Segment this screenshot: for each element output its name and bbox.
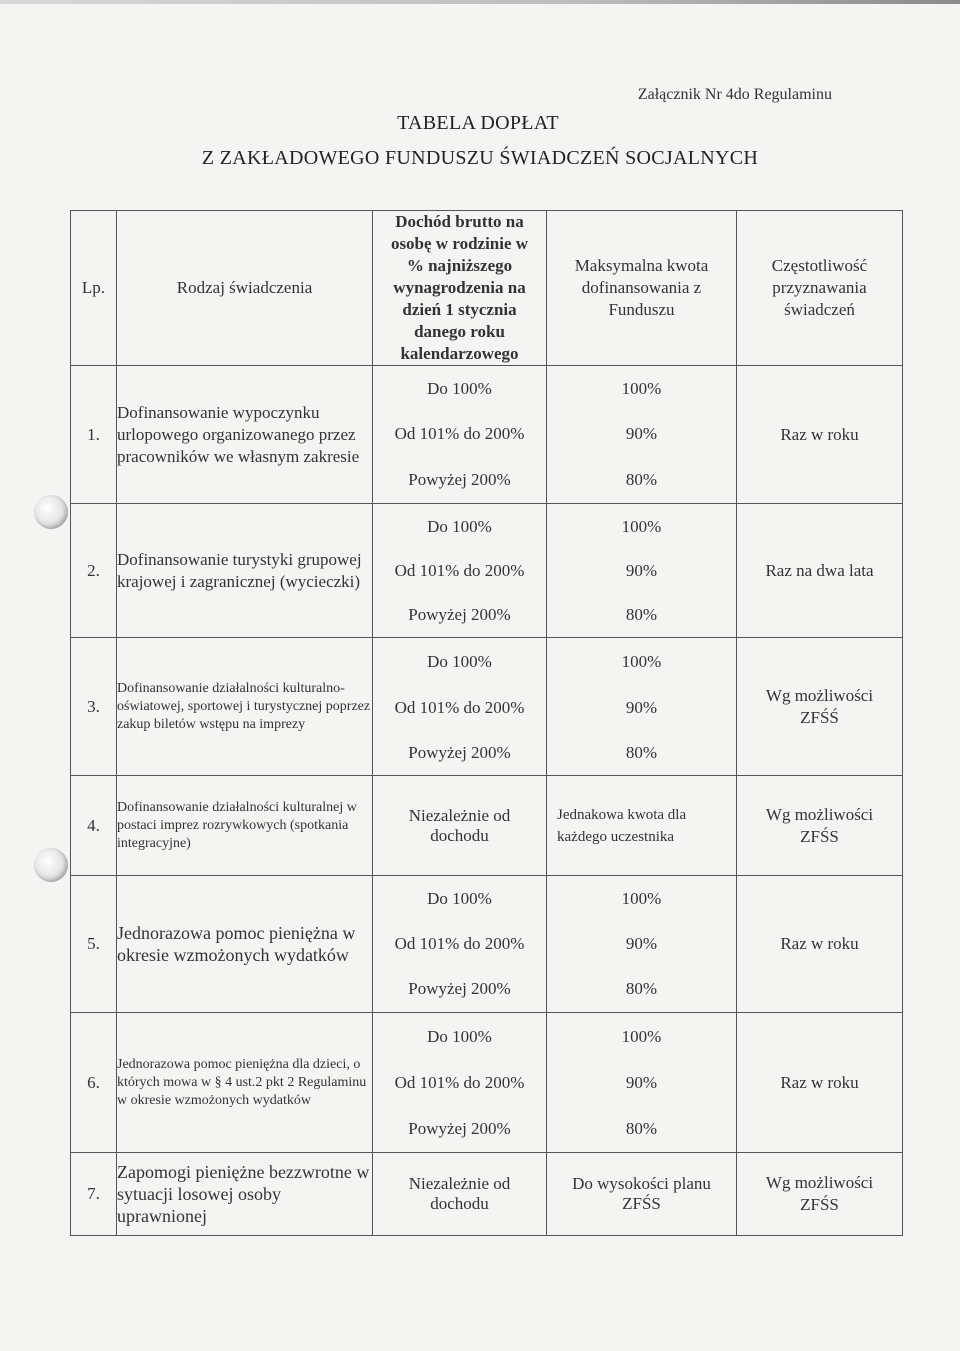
fund-tier: 100% (621, 889, 662, 908)
punch-hole (34, 848, 68, 882)
frequency: Raz w roku (737, 366, 903, 504)
header-kind: Rodzaj świadczenia (117, 211, 373, 366)
table-row (71, 1153, 903, 1236)
fund-value: Do wysokości planu ZFŚS (547, 1153, 737, 1236)
row-number: 4. (71, 776, 117, 876)
row-number: 2. (71, 504, 117, 638)
fund-value: Jednakowa kwota dla każdego uczestnika (547, 776, 737, 876)
benefit-kind: Dofinansowanie działalności kulturalno-oświatowej, sportowej i turystycznej poprzez zakup biletów wstępu na imprezy (117, 638, 373, 776)
table-row (71, 1013, 903, 1153)
frequency: Wg możliwości ZFŚS (737, 776, 903, 876)
table-row (71, 366, 903, 504)
income-tiers (373, 876, 547, 1013)
income-tier: Od 101% do 200% (394, 697, 525, 717)
fund-tier: 90% (625, 560, 658, 580)
income-tier: Powyżej 200% (408, 604, 511, 624)
income-tier: Powyżej 200% (408, 742, 511, 762)
income-tier: Od 101% do 200% (394, 934, 525, 953)
fund-tier: 80% (625, 604, 658, 624)
table-row (71, 776, 903, 876)
income-value: Niezależnie od dochodu (373, 1153, 547, 1236)
benefit-kind: Zapomogi pieniężne bezzwrotne w sytuacji losowej osoby uprawnionej (117, 1153, 373, 1236)
page-subtitle: Z ZAKŁADOWEGO FUNDUSZU ŚWIADCZEŃ SOCJALNYCH (201, 147, 759, 169)
row-number: 3. (71, 638, 117, 776)
income-tier: Od 101% do 200% (394, 1072, 525, 1092)
fund-tier: 90% (625, 697, 658, 717)
row-number: 1. (71, 366, 117, 504)
fund-tier: 100% (621, 651, 662, 671)
income-tier: Od 101% do 200% (394, 423, 525, 443)
frequency: Wg możliwości ZFŚŚ (737, 638, 903, 776)
table-row (71, 504, 903, 638)
header-max-amount: Maksymalna kwota dofinansowania z Funduszu (547, 211, 737, 366)
fund-tier: 80% (625, 1118, 658, 1138)
fund-tiers (547, 1013, 737, 1153)
table-row (71, 638, 903, 776)
fund-tier: 100% (621, 516, 662, 536)
header-lp: Lp. (71, 211, 117, 366)
income-tier: Do 100% (427, 378, 492, 398)
row-number: 5. (71, 876, 117, 1013)
page-title: TABELA DOPŁAT (397, 112, 559, 134)
income-value: Niezależnie od dochodu (373, 776, 547, 876)
fund-tier: 80% (625, 469, 658, 489)
fund-tier: 100% (621, 1026, 662, 1046)
income-tier: Powyżej 200% (408, 469, 511, 489)
header-income: Dochód brutto na osobę w rodzinie w % najniższego wynagrodzenia na dzień 1 stycznia danego roku kalendarzowego (373, 211, 547, 366)
income-tier: Do 100% (427, 1026, 492, 1046)
fund-tier: 90% (625, 423, 658, 443)
frequency: Wg możliwości ZFŚS (737, 1153, 903, 1236)
fund-tier: 90% (625, 934, 658, 953)
income-tiers (373, 638, 547, 776)
fund-tier: 90% (625, 1072, 658, 1092)
fund-tiers (547, 504, 737, 638)
income-tier: Powyżej 200% (408, 1118, 511, 1138)
fund-tier: 80% (625, 979, 658, 998)
header-frequency: Częstotliwość przyznawania świadczeń (737, 211, 903, 366)
income-tier: Do 100% (427, 516, 492, 536)
benefit-kind: Dofinansowanie działalności kulturalnej w postaci imprez rozrywkowych (spotkania integracyjne) (117, 776, 373, 876)
subsidy-table (70, 210, 903, 1236)
row-number: 7. (71, 1153, 117, 1236)
fund-tier: 80% (625, 742, 658, 762)
punch-hole (34, 495, 68, 529)
table-header-row (71, 211, 903, 366)
fund-tier: 100% (621, 378, 662, 398)
income-tier: Do 100% (427, 651, 492, 671)
fund-tiers (547, 876, 737, 1013)
income-tier: Od 101% do 200% (394, 560, 525, 580)
fund-tiers (547, 638, 737, 776)
row-number: 6. (71, 1013, 117, 1153)
income-tier: Do 100% (427, 889, 492, 908)
income-tiers (373, 1013, 547, 1153)
income-tier: Powyżej 200% (408, 979, 511, 998)
benefit-kind: Dofinansowanie turystyki grupowej krajowej i zagranicznej (wycieczki) (117, 504, 373, 638)
table-row (71, 876, 903, 1013)
frequency: Raz na dwa lata (737, 504, 903, 638)
scan-top-edge (0, 0, 960, 4)
income-tiers (373, 504, 547, 638)
benefit-kind: Jednorazowa pomoc pieniężna w okresie wzmożonych wydatków (117, 876, 373, 1013)
annex-label: Załącznik Nr 4do Regulaminu (637, 86, 832, 103)
income-tiers (373, 366, 547, 504)
benefit-kind: Jednorazowa pomoc pieniężna dla dzieci, o których mowa w § 4 ust.2 pkt 2 Regulaminu w okresie wzmożonych wydatków (117, 1013, 373, 1153)
benefit-kind: Dofinansowanie wypoczynku urlopowego organizowanego przez pracowników we własnym zakresie (117, 366, 373, 504)
frequency: Raz w roku (737, 876, 903, 1013)
fund-tiers (547, 366, 737, 504)
frequency: Raz w roku (737, 1013, 903, 1153)
